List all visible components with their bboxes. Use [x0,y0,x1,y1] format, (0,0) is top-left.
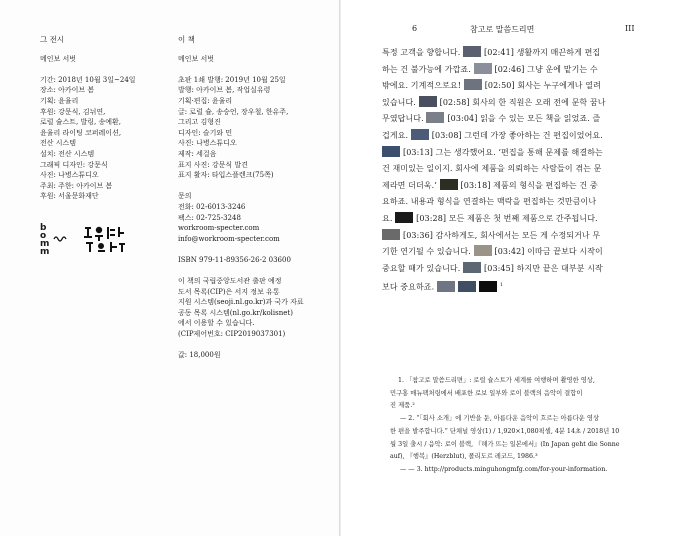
body-line [382,111,638,128]
cip-line: 공동 목록 시스템(nl.go.kr/kolisnet) [178,308,293,317]
exhibition-installation: 설치: 전산 시스템 [40,149,95,158]
book-credit-line: 표지 활자: 타입스플렌크(75쪽) [178,171,274,180]
cip-line: 도서 목록(CIP)은 서지 정보 유통 [178,287,280,296]
video-still-thumbnail [474,63,492,74]
seoul-foundation-logo [83,224,127,254]
book-title: 메인보 서벗 [178,54,215,63]
contact-phone: 전화: 02-6013-3246 [178,202,246,211]
exhibition-title: 메인보 서벗 [40,54,77,63]
footnote-1: 1. 「참고로 말씀드리면」: 로럴 슐스트가 세계를 여행하며 촬영한 영상, [398,377,595,384]
text-segment: 요하죠. 내용과 형식을 연결하는 맥락을 편집하는 것만큼이나 [382,197,597,207]
archive-bomm-logo: b o m m [40,222,50,257]
body-line [382,45,638,62]
book-credit-line: 기획·편집: 윤율리 [178,96,233,105]
body-line [382,62,638,79]
exhibition-credit-line: 로럴 슐스트, 발링, 송예환, [40,118,121,127]
exhibition-heading: 그 전시 [40,35,65,44]
text-segment: 요. [382,213,396,223]
video-still-thumbnail [382,229,400,240]
timestamp-segment: [03:13] 그는 생각했어요. ‘편집을 통해 문제를 해결하는 [403,147,603,157]
video-still-thumbnail [426,112,444,123]
price: 값: 18,000원 [178,351,221,360]
video-still-thumbnail [463,262,481,273]
timestamp-segment: [02:50] 회사는 누구에게나 열려 [484,81,601,91]
body-line [382,211,638,228]
contact-heading: 문의 [178,192,192,201]
video-still-thumbnail [437,281,455,292]
footnote-1-cont: 민구홍 매뉴팩처링에서 배포한 로보 일부와 로이 블랙의 음악이 결합이 [390,389,583,397]
exhibition-host: 주최: 주한: 아카이브 봄 [40,181,113,190]
exhibition-photo: 사진: 나병스튜디오 [40,171,99,180]
text-segment: 건 재미있는 일이지. 회사에 제품을 의뢰하는 사람들이 겪는 문 [382,164,602,174]
timestamp-segment: [02:58] 회사의 한 직원은 오래 전에 문학 꿈나 [439,97,606,107]
exhibition-credit-line: 후원: 강문식, 김뉘연, [40,107,106,116]
text-segment: 하는 건 불가능에 가깝죠. [382,64,474,74]
timestamp-segment: [02:41] 생활까지 매끈하게 편집 [484,48,601,57]
body-line [382,244,638,261]
exhibition-venue: 장소: 아카이브 봄 [40,86,95,95]
body-line [382,78,638,95]
section-numeral: III [625,24,635,33]
body-line [382,145,638,162]
exhibition-credit-line: 윤율리 라이팅 코퍼레이션, [40,128,122,137]
footnote-1-cont: 진 제품.² [390,402,415,410]
exhibition-credit-line: 전산 시스템 [40,139,77,148]
video-still-thumbnail [411,129,429,140]
video-still-thumbnail [382,146,400,157]
sponsor-logos [40,224,136,256]
footnote-2-cont: 한 편을 발주합니다.” 단채널 영상(1) / 1,920×1,080픽셀, 4분 14초 / 2018년 10 [390,427,620,435]
video-still-thumbnail [479,281,497,292]
body-text [382,45,638,297]
video-still-thumbnail [458,281,476,292]
book-credit-line: 사진: 나병스튜디오 [178,139,237,148]
body-line [382,277,638,296]
text-segment: 겁게요. [382,130,411,140]
timestamp-segment: [03:08] 그런데 가장 좋아하는 건 편집이었어요. [431,130,603,140]
body-line [382,128,638,145]
book-credit-line: 발행: 아카이브 봄, 작업실유령 [178,86,271,95]
page-number: 6 [412,24,418,33]
text-segment: 기한 연기될 수 있습니다. [382,247,474,257]
timestamp-segment: [02:46] 그냥 운에 맡기는 수 [494,64,598,74]
cip-line: 에서 이용할 수 있습니다. [178,319,255,328]
book-credit-line: 글: 로럴 슐, 송승언, 장우철, 한유주, [178,107,289,116]
exhibition-column [40,35,136,256]
body-line [382,194,638,211]
text-segment: 있습니다. [382,97,419,107]
text-segment: 무였답니다. [382,114,427,124]
timestamp-segment: [03:36] 감사하게도, 회사에서는 모든 게 수정되거나 무 [403,230,601,240]
footnote-2-cont: 월 3일 출시 / 음악: 로이 블랙, 『해가 뜨는 일본에서』(In Japan geht die Sonne [390,440,620,448]
footnotes [370,375,640,477]
video-still-thumbnail [474,245,492,256]
body-line [382,228,638,245]
cip-line: 이 책의 국립중앙도서관 출판 예정 [178,277,282,286]
seoul-foundation-wordmark: 서울문화재단 [83,223,90,225]
text-segment: 특정 고객을 향합니다. [382,48,464,57]
footnote-ref: 1 [499,282,504,289]
video-still-thumbnail [419,96,437,107]
timestamp-segment: [03:28] 모든 제품은 첫 번째 제품으로 간주됩니다. [416,213,598,223]
cip-line: (CIP제어번호: CIP2019037301) [178,330,286,339]
video-still-thumbnail [464,79,482,90]
exhibition-curator: 기획: 윤율리 [40,96,79,105]
cip-line: 지원 시스템(seoji.nl.go.kr)과 국가 자료 [178,298,304,307]
video-still-thumbnail [440,179,458,190]
body-line [382,178,638,195]
book-column [178,35,304,361]
contact-fax: 팩스: 02-725-3248 [178,213,241,222]
book-credit-line: 제작: 세걸음 [178,149,217,158]
book-credit-line: 디자인: 슬기와 민 [178,128,233,137]
exhibition-sponsor: 후원: 서울문화재단 [40,192,99,201]
timestamp-segment: [03:42] 이따금 끝보다 시작이 [494,247,603,257]
book-credit-line: 표지 사진: 강문식 발견 [178,160,248,169]
body-line [382,161,638,178]
footnote-3: — — 3. http://products.minguhongmfg.com/for-your-information. [400,465,608,473]
book-credit-line: 그리고 김형진 [178,118,221,127]
text-segment: 밖에요. 기계적으로요! [382,81,464,91]
exhibition-period: 기간: 2018년 10월 3일~24일 [40,75,136,84]
footnote-2-cont: auf), 『행복』(Herzblut), 폴리도르 레코드, 1986.³ [390,453,538,461]
video-still-thumbnail [463,46,481,57]
footnote-2: — 2. “「회사 소개」에 기반을 둔, 아름다운 음악이 흐르는 아름다운 영상 [400,415,600,423]
running-title: 참고로 말씀드리면 [470,25,535,34]
contact-email: info@workroom-specter.com [178,234,280,243]
book-heading: 이 책 [178,35,195,44]
text-segment: 보다 중요하죠. [382,282,437,292]
video-still-thumbnail [395,212,413,223]
exhibition-graphic-design: 그래픽 디자인: 강문식 [40,160,108,169]
text-segment: 중요할 때가 있습니다. [382,263,464,273]
timestamp-segment: [03:18] 제품의 형식을 편집하는 건 중 [460,180,598,190]
contact-website: workroom-specter.com [178,224,260,233]
isbn: ISBN 979-11-89356-26-2 03600 [178,255,291,264]
body-line [382,95,638,112]
timestamp-segment: [03:45] 하지만 끝은 대부분 시작 [484,263,603,273]
timestamp-segment: [03:04] 읽을 수 있는 모든 책을 읽었죠. 즐 [447,114,601,124]
text-segment: 제라면 더더욱.’ [382,180,440,190]
book-credit-line: 초판 1쇄 발행: 2019년 10월 25일 [178,75,286,84]
body-line [382,261,638,278]
squiggle-mark-icon [53,234,69,244]
